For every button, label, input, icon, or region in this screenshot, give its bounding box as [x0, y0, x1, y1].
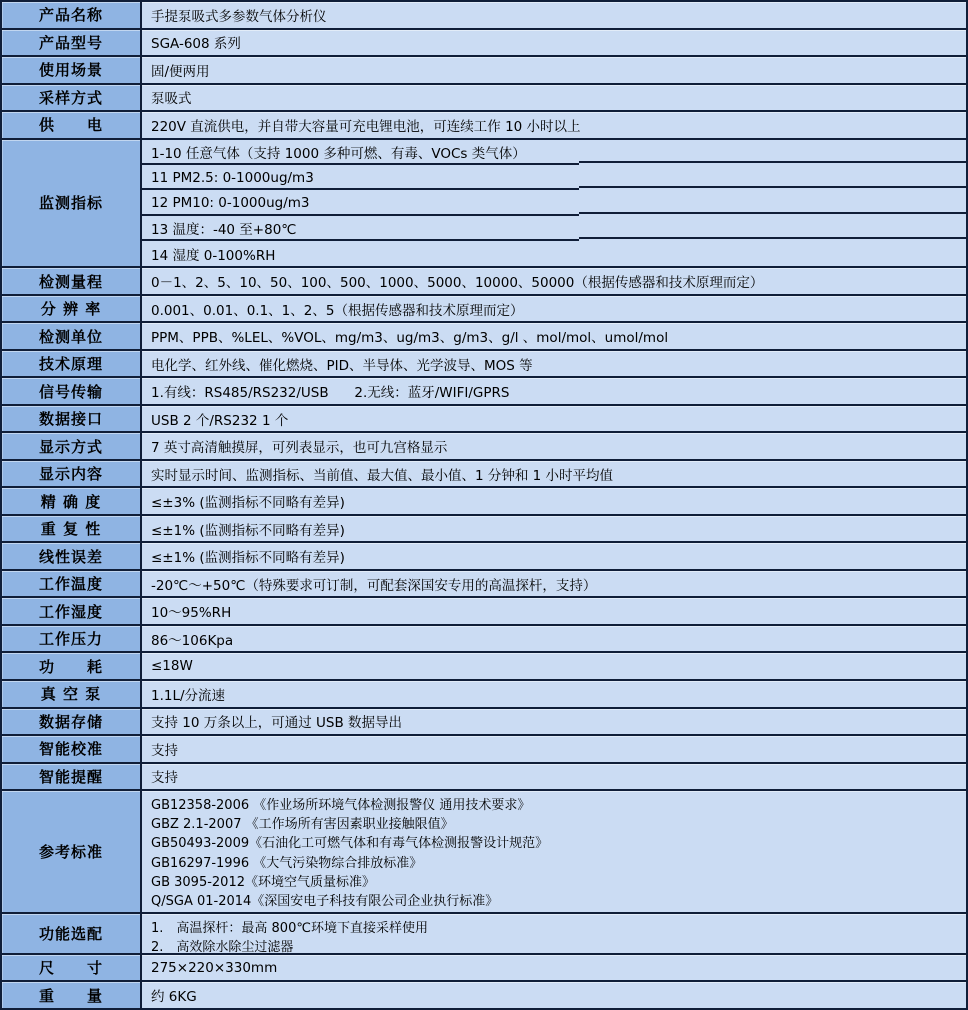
- option-list: [142, 914, 966, 956]
- row-label: 产品名称: [2, 2, 142, 28]
- row-value: 支持: [142, 736, 966, 762]
- row-smart-reminder: [2, 762, 966, 790]
- row-label: 数据存储: [2, 709, 142, 735]
- row-label: 技术原理: [2, 351, 142, 377]
- row-label: 检测单位: [2, 323, 142, 349]
- row-value: -20℃～+50℃（特殊要求可订制，可配套深国安专用的高温探杆，支持）: [142, 571, 966, 597]
- standard-item: GB12358-2006 《作业场所环境气体检测报警仪 通用技术要求》: [151, 798, 531, 814]
- row-label: 供 电: [2, 112, 142, 138]
- row-value: 7 英寸高清触摸屏，可列表显示，也可九宫格显示: [142, 433, 966, 459]
- row-value: SGA-608 系列: [142, 30, 966, 56]
- row-value: ≤±3% (监测指标不同略有差异): [142, 488, 966, 514]
- row-dimensions: [2, 953, 966, 981]
- row-technical-principle: [2, 349, 966, 377]
- row-detection-range: [2, 266, 966, 294]
- row-value: 1.1L/分流速: [142, 681, 966, 707]
- row-label: 检测量程: [2, 268, 142, 294]
- row-accuracy: [2, 486, 966, 514]
- indicator-item: 12 PM10: 0-1000ug/m3: [142, 190, 966, 215]
- row-working-pressure: [2, 624, 966, 652]
- row-value: 0－1、2、5、10、50、100、500、1000、5000、10000、50000（根据传感器和技术原理而定）: [142, 268, 966, 294]
- row-data-storage: [2, 707, 966, 735]
- row-label: 数据接口: [2, 406, 142, 432]
- row-label: 工作温度: [2, 571, 142, 597]
- row-value: 泵吸式: [142, 85, 966, 111]
- row-value: ≤±1% (监测指标不同略有差异): [142, 516, 966, 542]
- row-value: USB 2 个/RS232 1 个: [142, 406, 966, 432]
- row-monitoring-indicators: [2, 138, 966, 267]
- row-label: 重 量: [2, 982, 142, 1008]
- row-value: 固/便两用: [142, 57, 966, 83]
- row-vacuum-pump: [2, 679, 966, 707]
- row-working-temperature: [2, 569, 966, 597]
- row-label: 功 耗: [2, 653, 142, 679]
- standard-list: [142, 791, 966, 912]
- row-smart-calibration: [2, 734, 966, 762]
- row-repeatability: [2, 514, 966, 542]
- row-label: 真 空 泵: [2, 681, 142, 707]
- row-label: 使用场景: [2, 57, 142, 83]
- row-label: 尺 寸: [2, 955, 142, 981]
- indicator-list: [142, 140, 966, 267]
- standard-item: GBZ 2.1-2007 《工作场所有害因素职业接触限值》: [151, 817, 454, 833]
- row-label: 监测指标: [2, 140, 142, 267]
- option-item: 1. 高温探杆：最高 800℃环境下直接采样使用: [151, 921, 428, 937]
- row-resolution: [2, 294, 966, 322]
- row-product-model: [2, 28, 966, 56]
- row-optional-features: [2, 912, 966, 956]
- row-sampling-method: [2, 83, 966, 111]
- row-label: 重 复 性: [2, 516, 142, 542]
- row-label: 功能选配: [2, 914, 142, 953]
- row-power-supply: [2, 110, 966, 138]
- row-display-mode: [2, 431, 966, 459]
- row-display-content: [2, 459, 966, 487]
- row-data-interface: [2, 404, 966, 432]
- standard-item: GB 3095-2012《环境空气质量标准》: [151, 874, 375, 890]
- row-label: 智能提醒: [2, 764, 142, 790]
- row-label: 分 辨 率: [2, 296, 142, 322]
- standard-item: GB16297-1996 《大气污染物综合排放标准》: [151, 855, 423, 871]
- row-value: PPM、PPB、%LEL、%VOL、mg/m3、ug/m3、g/m3、g/l 、mol/mol、umol/mol: [142, 323, 966, 349]
- row-working-humidity: [2, 596, 966, 624]
- row-label: 信号传输: [2, 378, 142, 404]
- indicator-item: 13 温度：-40 至+80℃: [142, 216, 966, 241]
- row-value: ≤±1% (监测指标不同略有差异): [142, 543, 966, 569]
- option-item: 2. 高效除水除尘过滤器: [151, 940, 294, 956]
- row-label: 采样方式: [2, 85, 142, 111]
- row-value: 10～95%RH: [142, 598, 966, 624]
- row-label: 显示方式: [2, 433, 142, 459]
- row-label: 产品型号: [2, 30, 142, 56]
- indicator-item: 1-10 任意气体（支持 1000 多种可燃、有毒、VOCs 类气体）: [142, 140, 966, 165]
- row-label: 工作湿度: [2, 598, 142, 624]
- row-label: 参考标准: [2, 791, 142, 912]
- row-power-consumption: [2, 651, 966, 679]
- row-value: 275×220×330mm: [142, 955, 966, 981]
- row-value: 约 6KG: [142, 982, 966, 1008]
- row-label: 智能校准: [2, 736, 142, 762]
- row-value: ≤18W: [142, 653, 966, 679]
- standard-item: GB50493-2009《石油化工可燃气体和有毒气体检测报警设计规范》: [151, 836, 549, 852]
- row-linearity-error: [2, 541, 966, 569]
- row-value: 1.有线：RS485/RS232/USB 2.无线：蓝牙/WIFI/GPRS: [142, 378, 966, 404]
- row-value: 0.001、0.01、0.1、1、2、5（根据传感器和技术原理而定）: [142, 296, 966, 322]
- indicator-item: 14 湿度 0-100%RH: [151, 247, 276, 264]
- row-value: 手提泵吸式多参数气体分析仪: [142, 2, 966, 28]
- row-detection-unit: [2, 321, 966, 349]
- row-value: 支持 10 万条以上，可通过 USB 数据导出: [142, 709, 966, 735]
- row-value: 220V 直流供电，并自带大容量可充电锂电池，可连续工作 10 小时以上: [142, 112, 966, 138]
- row-label: 显示内容: [2, 461, 142, 487]
- row-usage-scenario: [2, 55, 966, 83]
- row-reference-standards: [2, 789, 966, 912]
- row-label: 线性误差: [2, 543, 142, 569]
- row-value: 86～106Kpa: [142, 626, 966, 652]
- row-label: 精 确 度: [2, 488, 142, 514]
- row-product-name: [2, 2, 966, 28]
- row-value: 支持: [142, 764, 966, 790]
- row-value: 实时显示时间、监测指标、当前值、最大值、最小值、1 分钟和 1 小时平均值: [142, 461, 966, 487]
- row-weight: [2, 980, 966, 1008]
- row-value: 电化学、红外线、催化燃烧、PID、半导体、光学波导、MOS 等: [142, 351, 966, 377]
- standard-item: Q/SGA 01-2014《深国安电子科技有限公司企业执行标准》: [151, 893, 499, 909]
- indicator-item: 11 PM2.5: 0-1000ug/m3: [142, 165, 966, 190]
- row-signal-transmission: [2, 376, 966, 404]
- row-label: 工作压力: [2, 626, 142, 652]
